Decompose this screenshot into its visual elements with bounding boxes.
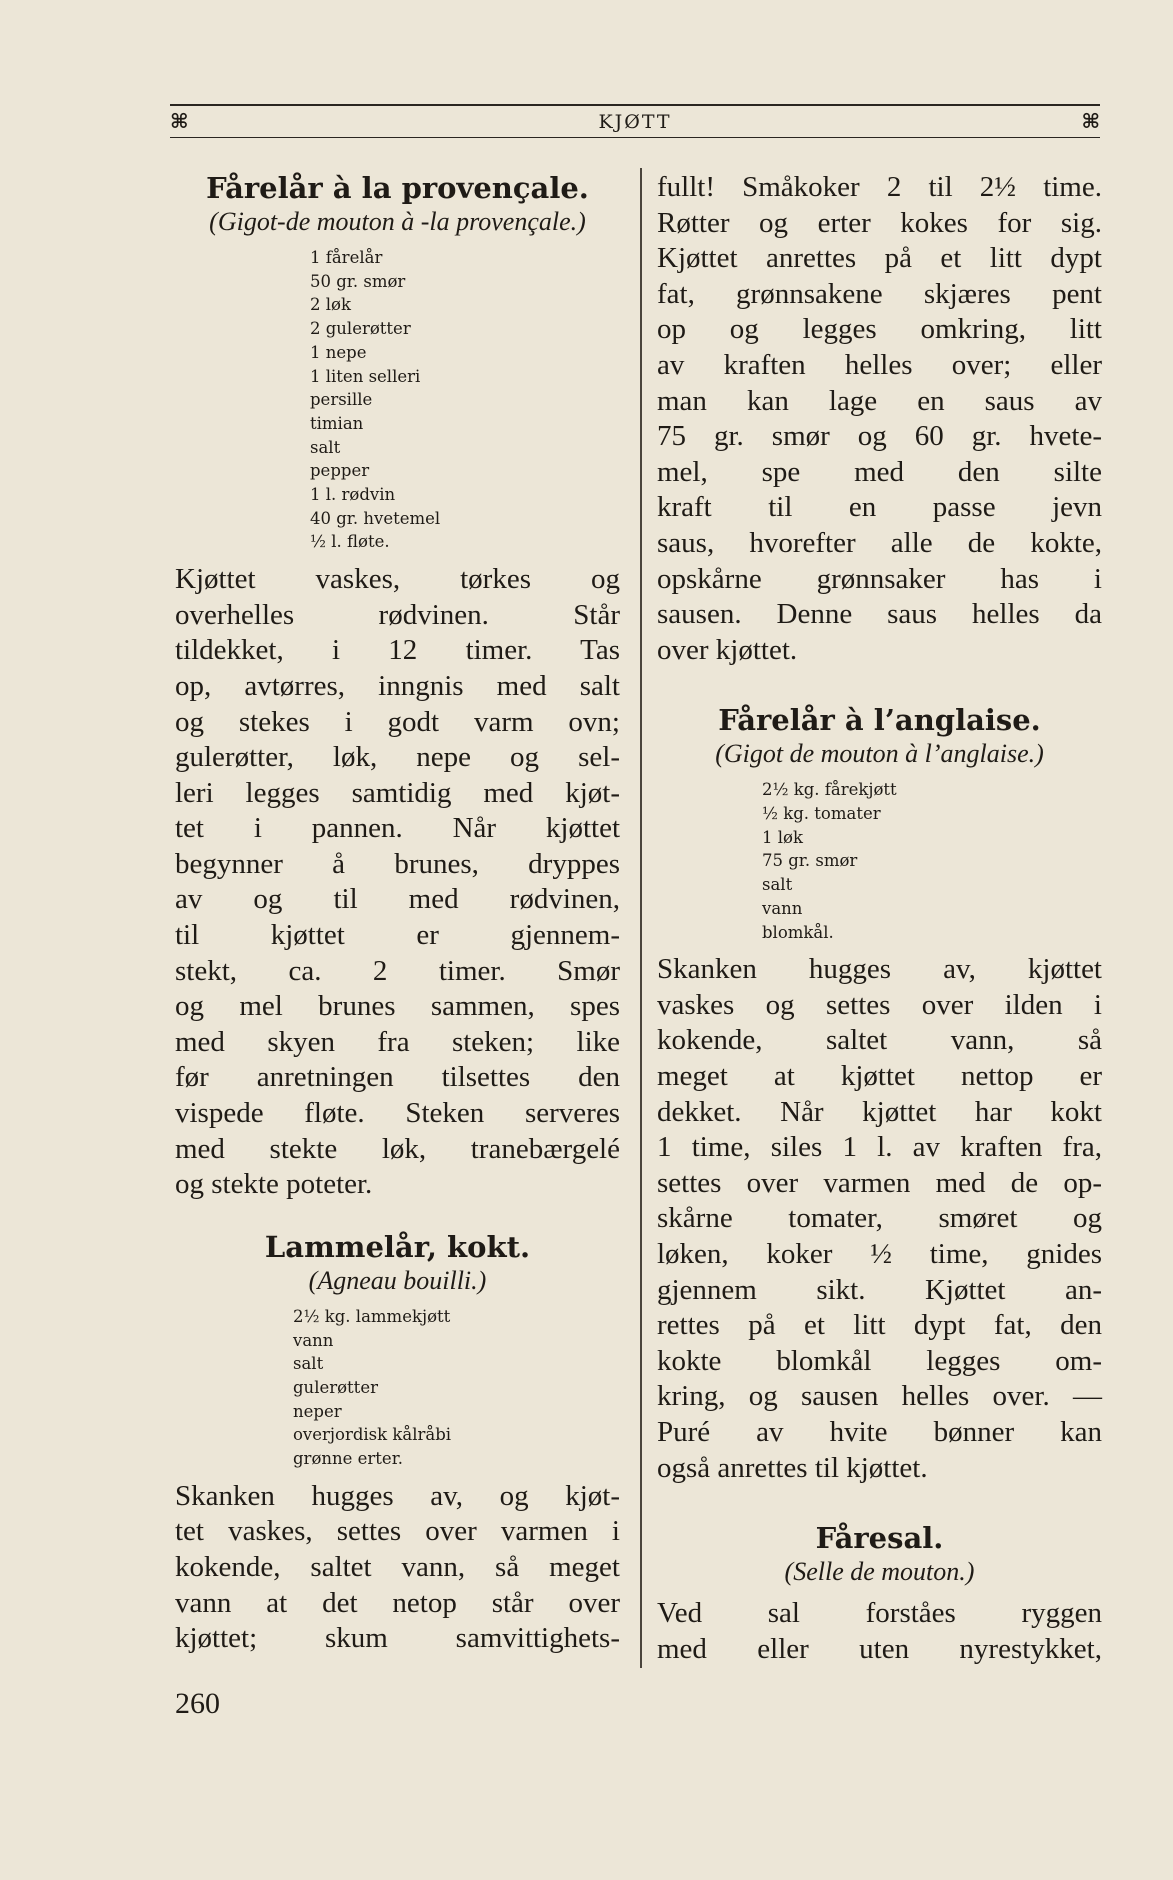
text-line: løken, koker ½ time, gnides — [657, 1237, 1102, 1270]
text-line: Røtter og erter kokes for sig. — [657, 206, 1102, 239]
text-line: før anretningen tilsettes den — [175, 1061, 620, 1094]
recipe-text — [657, 1596, 1102, 1667]
right-column — [657, 170, 1102, 1667]
ingredient-item: ½ l. fløte. — [310, 532, 390, 552]
text-line: opskårne grønnsaker has i — [657, 562, 1102, 595]
recipe-text — [657, 952, 1102, 1486]
recipe-subtitle: (Gigot de mouton à l’anglaise.) — [715, 739, 1044, 769]
ingredient-item: timian — [310, 413, 364, 433]
text-line: kokte blomkål legges om- — [657, 1344, 1102, 1377]
text-line: mel, spe med den silte — [657, 455, 1102, 488]
text-line: kokende, saltet vann, så meget — [175, 1550, 620, 1583]
text-line: Skanken hugges av, og kjøt- — [175, 1479, 620, 1512]
recipe-subtitle: (Gigot-de mouton à -la provençale.) — [209, 207, 586, 236]
text-line: Kjøttet anrettes på et litt dypt — [657, 242, 1102, 275]
text-line: rettes på et litt dypt fat, den — [657, 1309, 1102, 1342]
column-divider — [640, 168, 642, 1668]
text-line: sausen. Denne saus helles da — [657, 598, 1102, 631]
recipe-text-continued — [657, 170, 1102, 668]
text-line: gjennem sikt. Kjøttet an- — [657, 1273, 1102, 1306]
ingredient-item: salt — [310, 437, 341, 457]
ornament-left-icon: ⌘ — [170, 109, 189, 133]
ingredient-item: 2 løk — [310, 295, 351, 315]
ingredient-item: salt — [293, 1354, 324, 1374]
ingredient-item: vann — [762, 898, 803, 918]
text-line: settes over varmen med de op- — [657, 1166, 1102, 1199]
section-title: KJØTT — [598, 111, 672, 133]
recipe-text — [175, 1479, 620, 1657]
text-line: fullt! Småkoker 2 til 2½ time. — [657, 171, 1102, 203]
text-line: tet i pannen. Når kjøttet — [175, 812, 620, 845]
text-line: saus, hvorefter alle de kokte, — [657, 526, 1102, 559]
running-header — [170, 104, 1100, 138]
ornament-right-icon: ⌘ — [1081, 109, 1100, 133]
ingredient-item: 2½ kg. lammekjøtt — [293, 1306, 451, 1326]
text-line: kring, og sausen helles over. — — [657, 1380, 1102, 1413]
ingredient-item: 1 l. rødvin — [310, 485, 396, 505]
ingredient-item: grønne erter. — [293, 1449, 404, 1469]
text-line: stekt, ca. 2 timer. Smør — [175, 954, 620, 987]
text-line: begynner å brunes, dryppes — [175, 847, 620, 880]
text-line: til kjøttet er gjennem- — [175, 919, 620, 952]
text-line: 1 time, siles 1 l. av kraften fra, — [657, 1131, 1102, 1164]
left-column — [175, 170, 620, 1657]
ingredient-item: persille — [310, 390, 373, 410]
text-line: kokende, saltet vann, så — [657, 1024, 1102, 1057]
ingredient-item: neper — [293, 1401, 342, 1421]
text-line: og mel brunes sammen, spes — [175, 990, 620, 1023]
text-line: gulerøtter, løk, nepe og sel- — [175, 741, 620, 774]
ingredient-item: 1 liten selleri — [310, 366, 421, 386]
ingredient-item: pepper — [310, 461, 370, 481]
text-line: overhelles rødvinen. Står — [175, 598, 620, 631]
ingredient-item: 2 gulerøtter — [310, 319, 411, 339]
text-line: man kan lage en saus av — [657, 384, 1102, 417]
text-line: over kjøttet. — [657, 633, 798, 666]
text-line: meget at kjøttet nettop er — [657, 1060, 1102, 1093]
recipe-title: Lammelår, kokt. — [264, 1229, 531, 1264]
text-line: og stekte poteter. — [175, 1168, 373, 1201]
text-line: vann at det netop står over — [175, 1586, 620, 1619]
recipe-subtitle: (Selle de mouton.) — [784, 1557, 975, 1587]
ingredient-item: vann — [293, 1330, 334, 1350]
ingredient-item: ½ kg. tomater — [762, 804, 881, 824]
text-line: kraft til en passe jevn — [657, 491, 1102, 524]
text-line: Ved sal forståes ryggen — [657, 1597, 1102, 1630]
recipe-title: Fårelår à la provençale. — [206, 171, 589, 205]
text-line: også anrettes til kjøttet. — [657, 1451, 928, 1484]
text-line: fat, grønnsakene skjæres pent — [657, 277, 1102, 310]
text-line: op og legges omkring, litt — [657, 313, 1102, 346]
text-line: Puré av hvite bønner kan — [657, 1415, 1102, 1448]
ingredient-item: blomkål. — [762, 922, 834, 942]
ingredient-list — [175, 1305, 620, 1471]
ingredient-item: 1 løk — [762, 827, 803, 847]
ingredient-list — [657, 778, 1102, 944]
ingredient-item: 2½ kg. fårekjøtt — [762, 780, 897, 800]
text-line: Kjøttet vaskes, tørkes og — [175, 563, 620, 596]
text-line: Skanken hugges av, kjøttet — [657, 953, 1102, 986]
text-line: med eller uten nyrestykket, — [657, 1632, 1102, 1665]
page-number: 260 — [175, 1687, 220, 1720]
recipe-title: Fåresal. — [815, 1521, 944, 1556]
text-line: skårne tomater, smøret og — [657, 1202, 1102, 1235]
text-line: kjøttet; skum samvittighets- — [175, 1622, 620, 1655]
text-line: av og til med rødvinen, — [175, 883, 620, 916]
ingredient-item: salt — [762, 875, 793, 895]
text-line: leri legges samtidig med kjøt- — [175, 776, 620, 809]
text-line: dekket. Når kjøttet har kokt — [657, 1095, 1102, 1128]
text-line: tildekket, i 12 timer. Tas — [175, 634, 620, 667]
text-line: vispede fløte. Steken serveres — [175, 1097, 620, 1130]
ingredient-list — [175, 246, 620, 554]
text-line: op, avtørres, inngnis med salt — [175, 669, 620, 702]
text-line: og stekes i godt varm ovn; — [175, 705, 620, 738]
ingredient-item: overjordisk kålråbi — [293, 1425, 452, 1445]
ingredient-item: 75 gr. smør — [762, 851, 858, 871]
text-line: 75 gr. smør og 60 gr. hvete- — [657, 420, 1102, 453]
recipe-text — [175, 562, 620, 1203]
text-line: med stekte løk, tranebærgelé — [175, 1132, 620, 1165]
ingredient-item: 50 gr. smør — [310, 271, 406, 291]
text-line: med skyen fra steken; like — [175, 1025, 620, 1058]
text-line: tet vaskes, settes over varmen i — [175, 1515, 620, 1548]
ingredient-item: gulerøtter — [293, 1377, 378, 1397]
recipe-title: Fårelår à l’anglaise. — [718, 703, 1041, 738]
text-line: vaskes og settes over ilden i — [657, 988, 1102, 1021]
ingredient-item: 1 fårelår — [310, 248, 383, 267]
text-line: av kraften helles over; eller — [657, 348, 1102, 381]
recipe-subtitle: (Agneau bouilli.) — [308, 1265, 487, 1295]
ingredient-item: 40 gr. hvetemel — [310, 508, 441, 528]
ingredient-item: 1 nepe — [310, 342, 367, 362]
